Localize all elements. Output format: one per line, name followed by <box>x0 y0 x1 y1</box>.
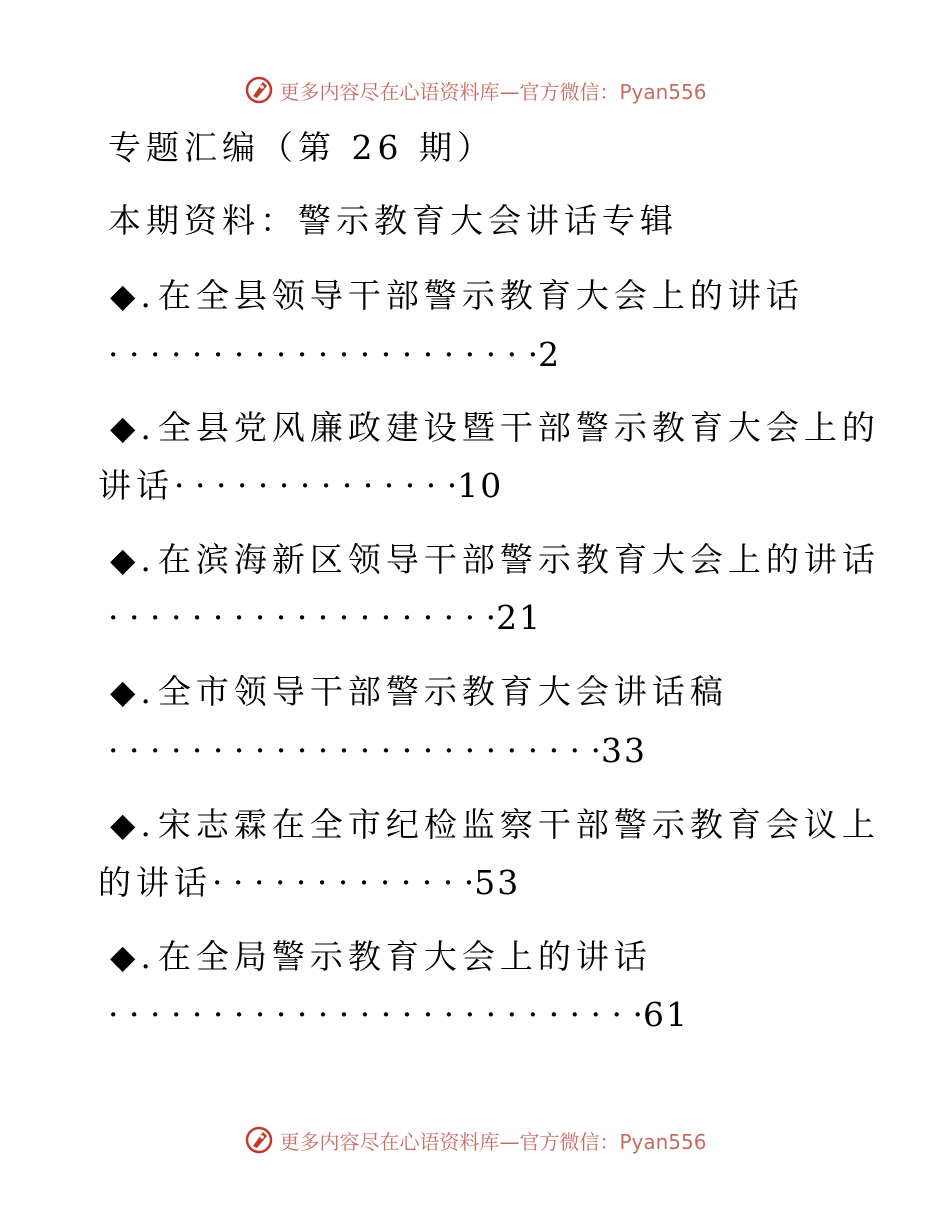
toc-entry-2-leader-line <box>98 466 503 506</box>
toc-entry-6-leader-line <box>108 995 689 1035</box>
diamond-bullet-icon: ◆. <box>110 805 156 844</box>
toc-entry-continuation: 的讲话 <box>98 863 212 902</box>
watermark-top <box>0 70 950 110</box>
toc-entry-title: 全市领导干部警示教育大会讲话稿 <box>157 672 728 711</box>
pen-nib-logo-icon <box>243 1124 275 1156</box>
issue-title: 专题汇编（第 26 期） <box>108 128 495 167</box>
toc-entry-3-leader-line <box>108 598 542 638</box>
toc-entry-1-title <box>110 276 804 316</box>
toc-entry-continuation: 讲话 <box>98 466 174 505</box>
dot-leader: · · · · · · · · · · · · · · · · · · · <box>108 598 497 637</box>
issue-subject: 本期资料：警示教育大会讲话专辑 <box>108 201 678 240</box>
watermark-bottom <box>0 1120 950 1160</box>
watermark-text: 更多内容尽在心语资料库—官方微信：Pyan556 <box>279 1129 707 1154</box>
toc-entry-6-title <box>110 937 652 977</box>
dot-leader: · · · · · · · · · · · · · · <box>174 466 458 505</box>
toc-entry-title: 在全局警示教育大会上的讲话 <box>157 937 652 976</box>
pen-nib-logo-icon <box>243 74 275 106</box>
toc-entry-title: 宋志霖在全市纪检监察干部警示教育会议上 <box>157 805 880 844</box>
diamond-bullet-icon: ◆. <box>110 276 156 315</box>
page-number: 2 <box>538 335 562 374</box>
dot-leader: · · · · · · · · · · · · · · · · · · · · · · · · · · <box>108 995 643 1034</box>
toc-entry-1-leader-line <box>108 335 561 375</box>
toc-entry-4-leader-line <box>108 731 647 771</box>
dot-leader: · · · · · · · · · · · · · · · · · · · · · · · · <box>108 731 602 770</box>
toc-entry-2-title <box>110 408 880 448</box>
toc-entry-title: 在滨海新区领导干部警示教育大会上的讲话 <box>157 540 880 579</box>
page-number: 61 <box>642 995 689 1034</box>
dot-leader: · · · · · · · · · · · · · <box>212 863 475 902</box>
diamond-bullet-icon: ◆. <box>110 408 156 447</box>
page-number: 53 <box>474 863 521 902</box>
dot-leader: · · · · · · · · · · · · · · · · · · · · · <box>108 335 539 374</box>
page-number: 33 <box>601 731 648 770</box>
toc-entry-5-title <box>110 805 880 845</box>
page-number: 21 <box>496 598 543 637</box>
watermark-text: 更多内容尽在心语资料库—官方微信：Pyan556 <box>279 79 707 104</box>
toc-entry-5-leader-line <box>98 863 520 903</box>
toc-entry-title: 在全县领导干部警示教育大会上的讲话 <box>157 276 804 315</box>
toc-entry-title: 全县党风廉政建设暨干部警示教育大会上的 <box>157 408 880 447</box>
diamond-bullet-icon: ◆. <box>110 672 156 711</box>
diamond-bullet-icon: ◆. <box>110 540 156 579</box>
toc-entry-3-title <box>110 540 880 580</box>
toc-entry-4-title <box>110 672 728 712</box>
diamond-bullet-icon: ◆. <box>110 937 156 976</box>
page-number: 10 <box>457 466 504 505</box>
